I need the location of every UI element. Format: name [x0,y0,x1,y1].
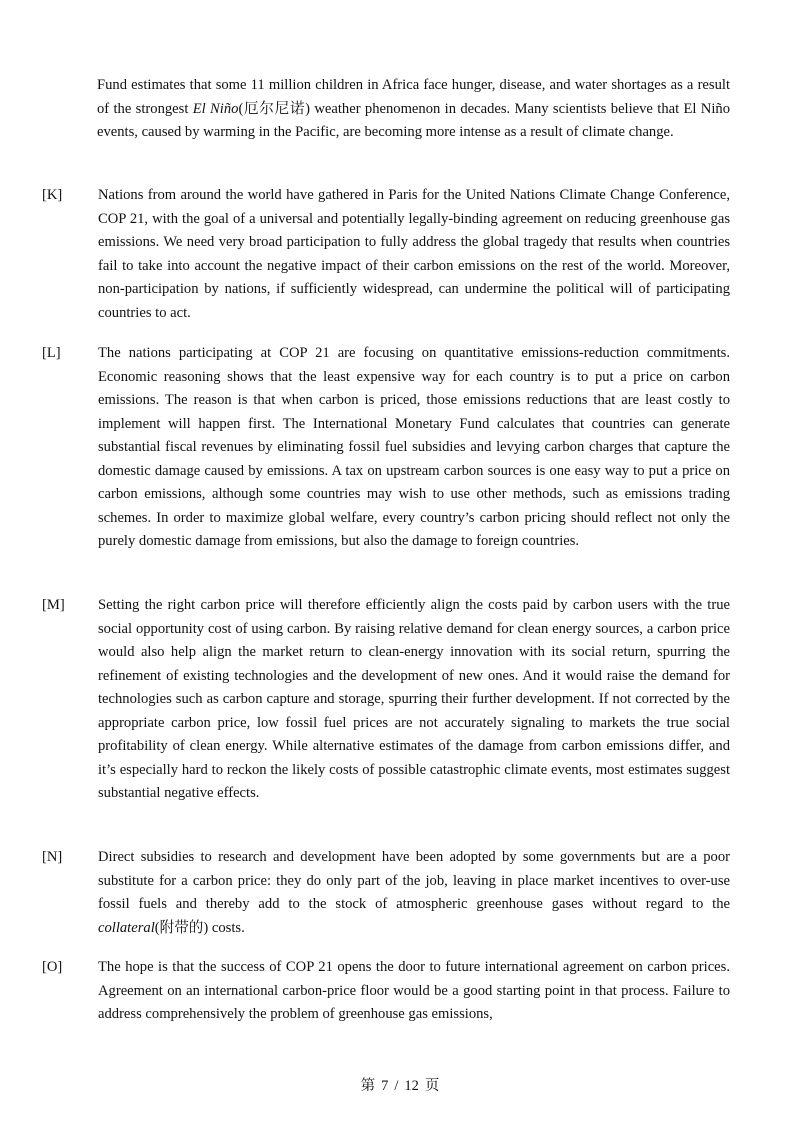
paragraph-continuation: Fund estimates that some 11 million children in Africa face hunger, disease, and water shortages as a result of the strongest El Niño(厄尔尼诺) weather phenomenon in decades. Many scientists believe that El Niño events, caused by warming in the Pacific, are becoming more intense as a result of climate change. [97,77,730,140]
paragraph-text: The hope is that the success of COP 21 opens the door to future international agreement on carbon prices. Agreement on an international carbon-price floor would be a good starting point in that process. Failure to address comprehensively the problem of greenhouse gas emissions, [98,959,730,1022]
paragraph-label: [L] [42,345,61,361]
paragraph-text: Nations from around the world have gathered in Paris for the United Nations Climate Change Conference, COP 21, with the goal of a universal and potentially legally-binding agreement on reducing greenhouse gas emissions. We need very broad participation to fully address the global tragedy that results when countries fail to take into account the negative impact of their carbon emissions on the rest of the world. Moreover, non-participation by nations, if sufficiently widespread, can undermine the political will of participating countries to act. [98,187,730,321]
paragraph-k [42,184,730,325]
paragraph-l [42,342,730,554]
paragraph-m [42,594,730,806]
italic-term: El Niño [192,100,239,117]
italic-term: collateral [98,919,155,936]
paragraph-label: [O] [42,959,63,975]
paragraph-o [42,956,730,1027]
paragraph-label: [N] [42,849,63,865]
paragraph-label: [M] [42,597,65,613]
paragraph-text: The nations participating at COP 21 are focusing on quantitative emissions-reduction commitments. Economic reasoning shows that the least expensive way for each country is to put a price on carbon emissions. The reason is that when carbon is priced, those emissions reductions that are least costly to implement will happen first. The International Monetary Fund calculates that countries can generate substantial fiscal revenues by eliminating fossil fuel subsidies and levying carbon charges that capture the domestic damage caused by emissions. A tax on upstream carbon sources is one easy way to put a price on carbon emissions, although some countries may wish to use other methods, such as emissions trading schemes. In order to maximize global welfare, every country’s carbon pricing should reflect not only the purely domestic damage from emissions, but also the damage to foreign countries. [98,345,730,549]
paragraph-label: [K] [42,187,63,203]
page-number: 第 7 / 12 页 [360,1078,440,1094]
paragraph-text: Setting the right carbon price will therefore efficiently align the costs paid by carbon users with the true social opportunity cost of using carbon. By raising relative demand for clean energy sources, a carbon price would also help align the market return to clean-energy innovation with its social return, spurring the refinement of existing technologies and the development of new ones. And it would raise the demand for technologies such as carbon capture and storage, spurring their further development. If not corrected by the appropriate carbon price, low fossil fuel prices are not accurately signaling to markets the true social profitability of clean energy. While alternative estimates of the damage from carbon emissions differ, and it’s especially hard to reckon the likely costs of possible catastrophic climate events, most estimates suggest substantial negative effects. [98,597,730,801]
paragraph-n: [N] Direct subsidies to research and development have been adopted by some governments but are a poor substitute for a carbon price: they do only part of the job, leaving in place market incentives to over-use fossil fuels and thereby add to the stock of atmospheric greenhouse gases without regard to the collateral(附带的) costs. [70,846,730,940]
